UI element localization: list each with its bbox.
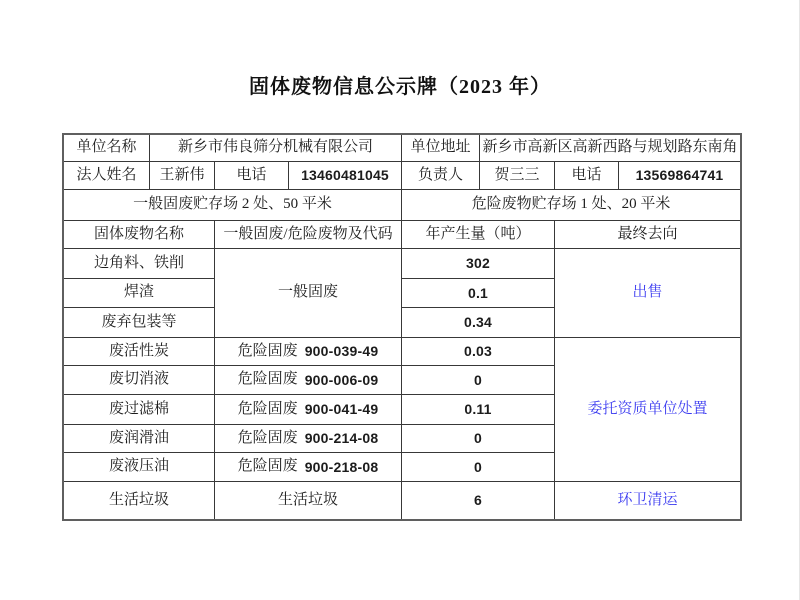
category-code: 900-006-09 xyxy=(304,371,379,388)
waste-category-cell: 生活垃圾 xyxy=(215,482,402,519)
general-storage-cell: 一般固废贮存场 2 处、50 平米 xyxy=(64,190,402,221)
waste-name-cell: 废弃包装等 xyxy=(64,308,215,338)
waste-name-cell: 废液压油 xyxy=(64,453,215,482)
waste-category-cell: 一般固废 xyxy=(215,249,402,338)
waste-amount-cell: 0 xyxy=(402,366,555,395)
waste-amount-cell: 0 xyxy=(402,425,555,453)
waste-name-cell: 废过滤棉 xyxy=(64,395,215,425)
waste-name-cell: 边角料、铁削 xyxy=(64,249,215,279)
waste-destination-cell: 委托资质单位处置 xyxy=(555,338,740,482)
waste-name-cell: 废润滑油 xyxy=(64,425,215,453)
waste-category-cell xyxy=(215,453,402,482)
waste-name-cell: 焊渣 xyxy=(64,279,215,308)
col-header-category: 一般固废/危险废物及代码 xyxy=(215,221,402,249)
manager-label: 负责人 xyxy=(402,162,480,190)
waste-category-cell xyxy=(215,366,402,395)
category-label: 危险固废 xyxy=(237,429,298,446)
waste-amount-cell: 0.11 xyxy=(402,395,555,425)
waste-amount-cell: 0.34 xyxy=(402,308,555,338)
category-code: 900-214-08 xyxy=(304,430,379,447)
waste-amount-cell: 0.03 xyxy=(402,338,555,366)
category-code: 900-218-08 xyxy=(304,458,379,475)
waste-category-cell xyxy=(215,395,402,425)
unit-name-value: 新乡市伟良筛分机械有限公司 xyxy=(150,135,402,162)
waste-category-cell xyxy=(215,425,402,453)
manager-value: 贺三三 xyxy=(480,162,555,190)
waste-amount-cell: 0 xyxy=(402,453,555,482)
category-code: 900-041-49 xyxy=(304,401,379,418)
waste-destination-cell: 环卫清运 xyxy=(617,491,678,508)
col-header-amount: 年产生量（吨） xyxy=(402,221,555,249)
unit-name-label: 单位名称 xyxy=(64,135,150,162)
unit-address-label: 单位地址 xyxy=(402,135,480,162)
legal-name-label: 法人姓名 xyxy=(64,162,150,190)
category-label: 危险固废 xyxy=(237,371,298,388)
category-code: 900-039-49 xyxy=(304,343,379,360)
hazardous-storage-cell: 危险废物贮存场 1 处、20 平米 xyxy=(402,190,740,221)
category-label: 危险固废 xyxy=(237,342,298,359)
waste-amount-cell: 302 xyxy=(402,249,555,279)
waste-name-cell: 废切消液 xyxy=(64,366,215,395)
manager-phone-label: 电话 xyxy=(555,162,619,190)
manager-phone-value: 13569864741 xyxy=(619,162,740,190)
waste-destination-cell: 出售 xyxy=(555,249,740,338)
waste-name-cell: 废活性炭 xyxy=(64,338,215,366)
legal-name-value: 王新伟 xyxy=(150,162,215,190)
waste-name-cell: 生活垃圾 xyxy=(64,482,215,519)
unit-address-value: 新乡市高新区高新西路与规划路东南角 xyxy=(480,135,740,162)
page-title: 固体废物信息公示牌（2023 年） xyxy=(249,76,551,98)
col-header-destination: 最终去向 xyxy=(555,221,740,249)
waste-amount-cell: 6 xyxy=(402,482,555,519)
category-label: 危险固废 xyxy=(237,400,298,417)
waste-category-cell xyxy=(215,338,402,366)
solid-waste-table xyxy=(62,133,742,521)
legal-phone-value: 13460481045 xyxy=(289,162,402,190)
col-header-name: 固体废物名称 xyxy=(64,221,215,249)
waste-amount-cell: 0.1 xyxy=(402,279,555,308)
category-label: 危险固废 xyxy=(237,458,298,475)
legal-phone-label: 电话 xyxy=(215,162,289,190)
